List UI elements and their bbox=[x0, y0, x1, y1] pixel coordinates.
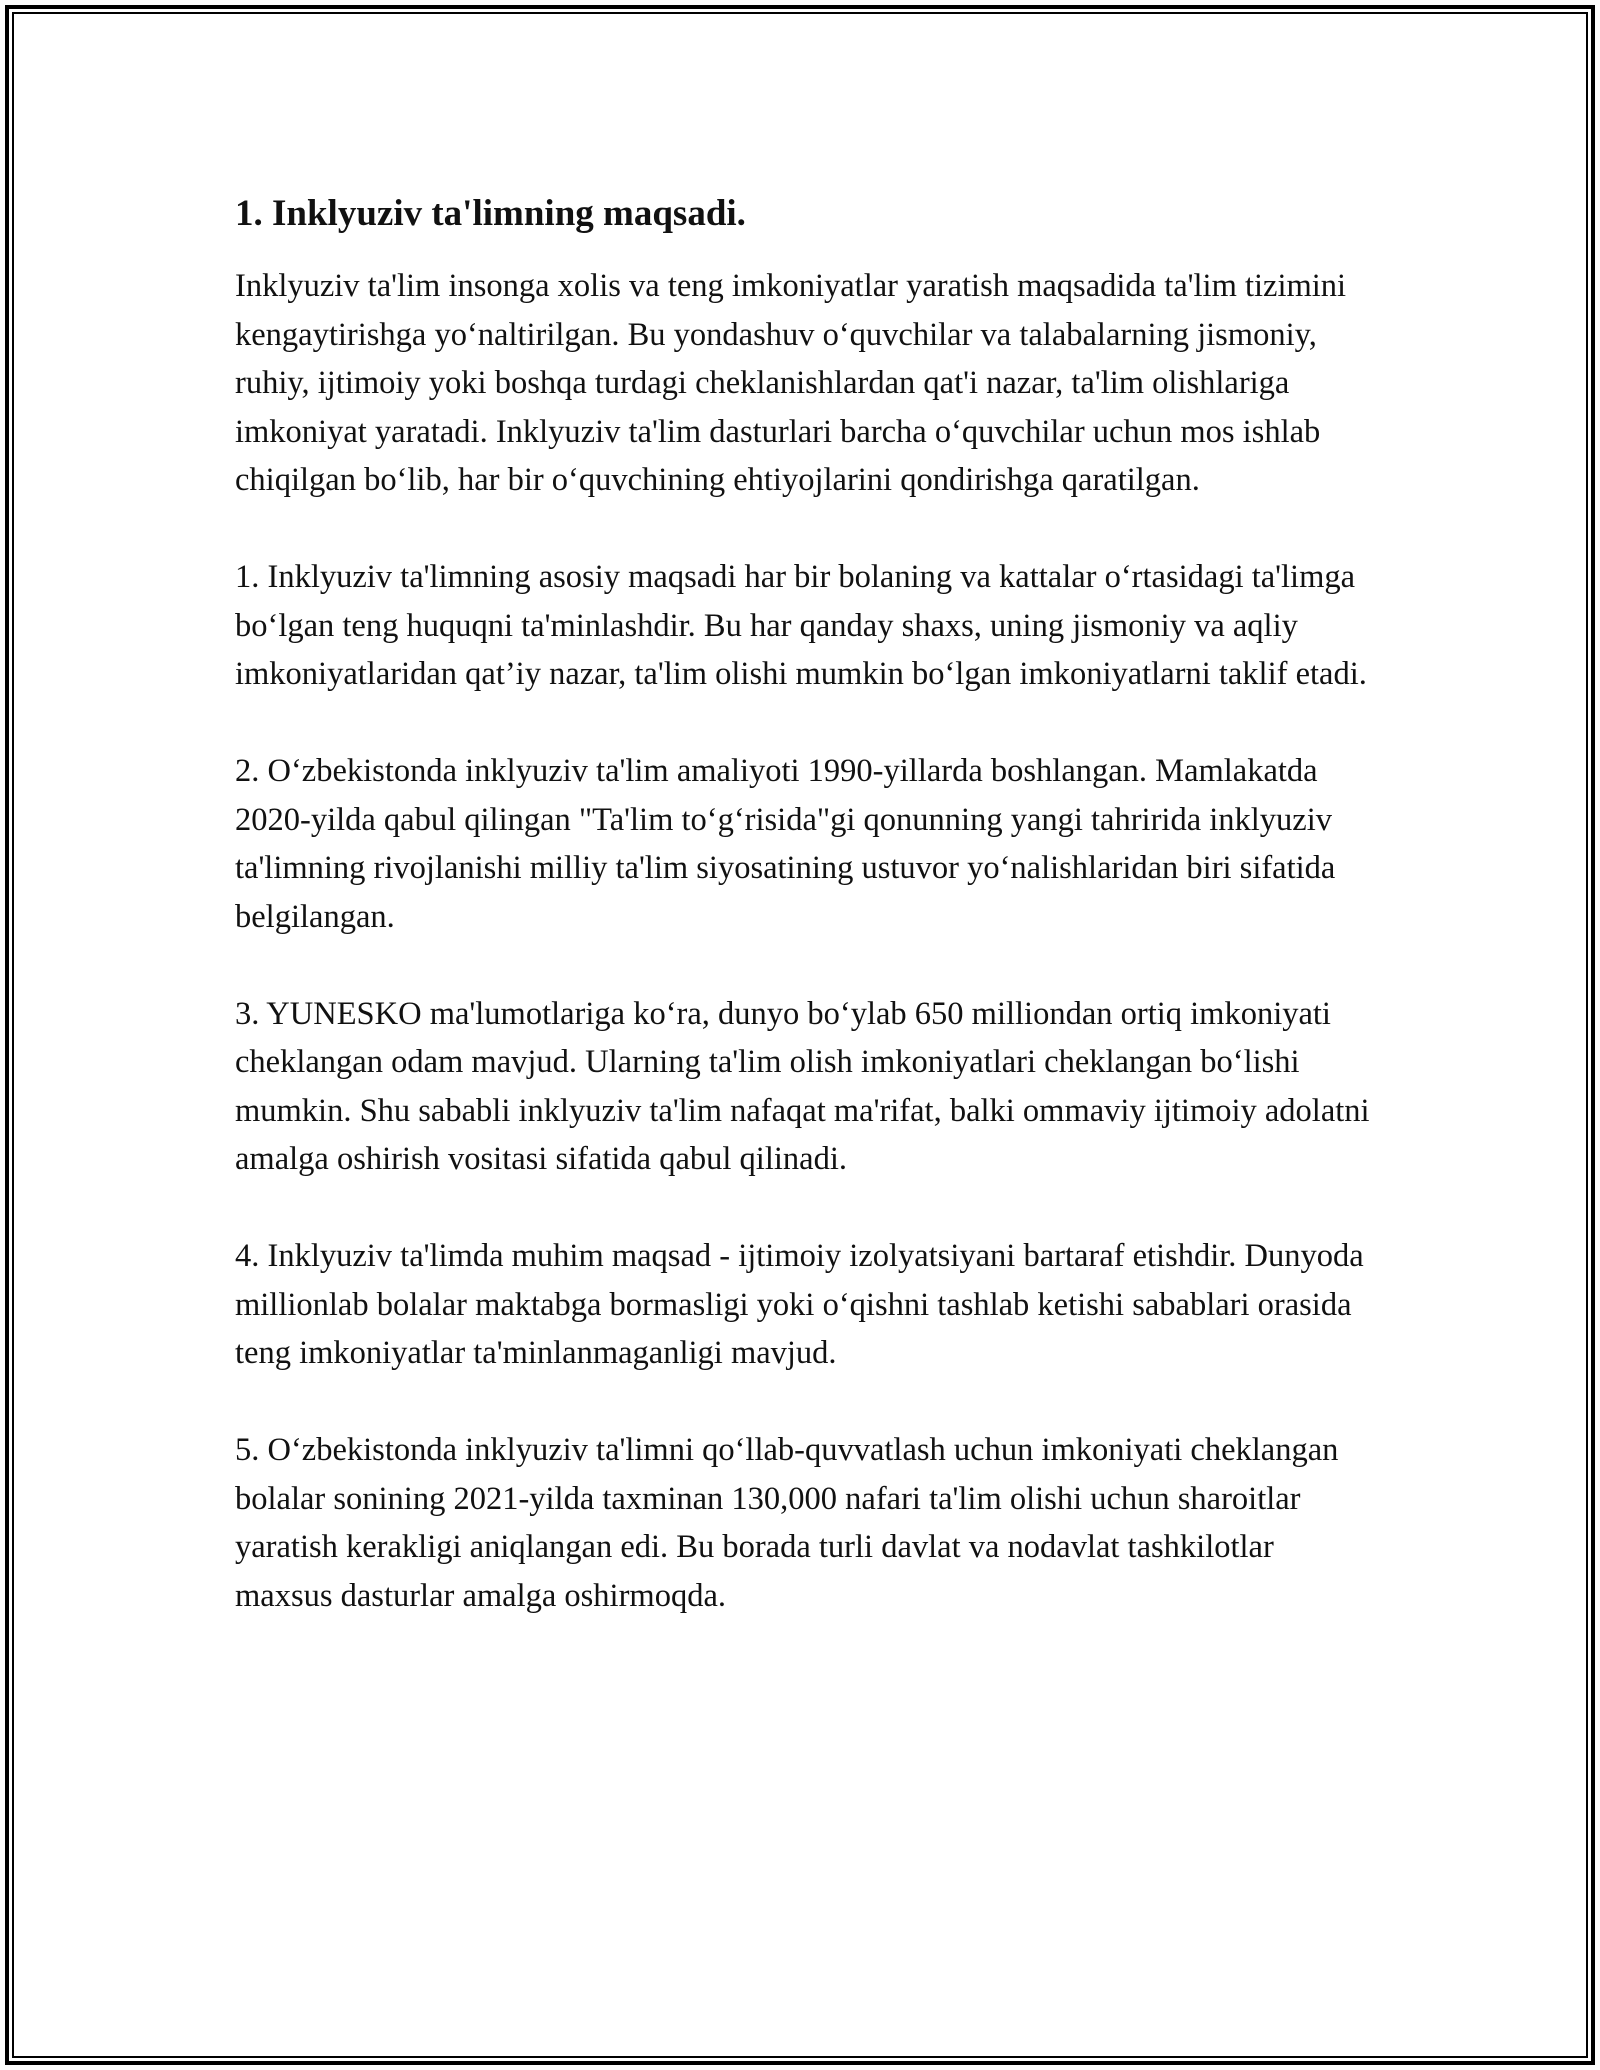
paragraph-point-2: 2. O‘zbekistonda inklyuziv ta'lim amaliyoti 1990-yillarda boshlangan. Mamlakatda 2020-yilda qabul qilingan "Ta'lim to‘g‘risida"gi qonunning yangi tahririda inklyuziv ta'limning rivojlanishi milliy ta'lim siyosatining ustuvor yo‘nalishlaridan biri sifatida belgilangan. bbox=[235, 753, 1336, 935]
paragraph-point-1: 1. Inklyuziv ta'limning asosiy maqsadi har bir bolaning va kattalar o‘rtasidagi ta'limga bo‘lgan teng huquqni ta'minlashdir. Bu har qanday shaxs, uning jismoniy va aqliy imkoniyatlaridan qat’iy nazar, ta'lim olishi mumkin bo‘lgan imkoniyatlarni taklif etadi. bbox=[235, 559, 1367, 692]
intro-paragraph: Inklyuziv ta'lim insonga xolis va teng imkoniyatlar yaratish maqsadida ta'lim tizimini kengaytirishga yo‘naltirilgan. Bu yondashuv o‘quvchilar va talabalarning jismoniy, ruhiy, ijtimoiy yoki boshqa turdagi cheklanishlardan qat'i nazar, ta'lim olishlariga imkoniyat yaratadi. Inklyuziv ta'lim dasturlari barcha o‘quvchilar uchun mos ishlab chiqilgan bo‘lib, har bir o‘quvchining ehtiyojlarini qondirishga qaratilgan. bbox=[235, 268, 1347, 498]
document-body bbox=[235, 190, 1375, 1669]
paragraph-point-5: 5. O‘zbekistonda inklyuziv ta'limni qo‘llab-quvvatlash uchun imkoniyati cheklangan bolalar sonining 2021-yilda taxminan 130,000 nafari ta'lim olishi uchun sharoitlar yaratish kerakligi aniqlangan edi. Bu borada turli davlat va nodavlat tashkilotlar maxsus dasturlar amalga oshirmoqda. bbox=[235, 1432, 1339, 1614]
paragraph-point-3: 3. YUNESKO ma'lumotlariga ko‘ra, dunyo bo‘ylab 650 milliondan ortiq imkoniyati cheklangan odam mavjud. Ularning ta'lim olish imkoniyatlari cheklangan bo‘lishi mumkin. Shu sababli inklyuziv ta'lim nafaqat ma'rifat, balki ommaviy ijtimoiy adolatni amalga oshirish vositasi sifatida qabul qilinadi. bbox=[235, 995, 1370, 1177]
section-title: 1. Inklyuziv ta'limning maqsadi. bbox=[235, 193, 746, 234]
paragraph-point-4: 4. Inklyuziv ta'limda muhim maqsad - ijtimoiy izolyatsiyani bartaraf etishdir. Dunyoda millionlab bolalar maktabga bormasligi yoki o‘qishni tashlab ketishi sabablari orasida teng imkoniyatlar ta'minlanmaganligi mavjud. bbox=[235, 1238, 1364, 1371]
